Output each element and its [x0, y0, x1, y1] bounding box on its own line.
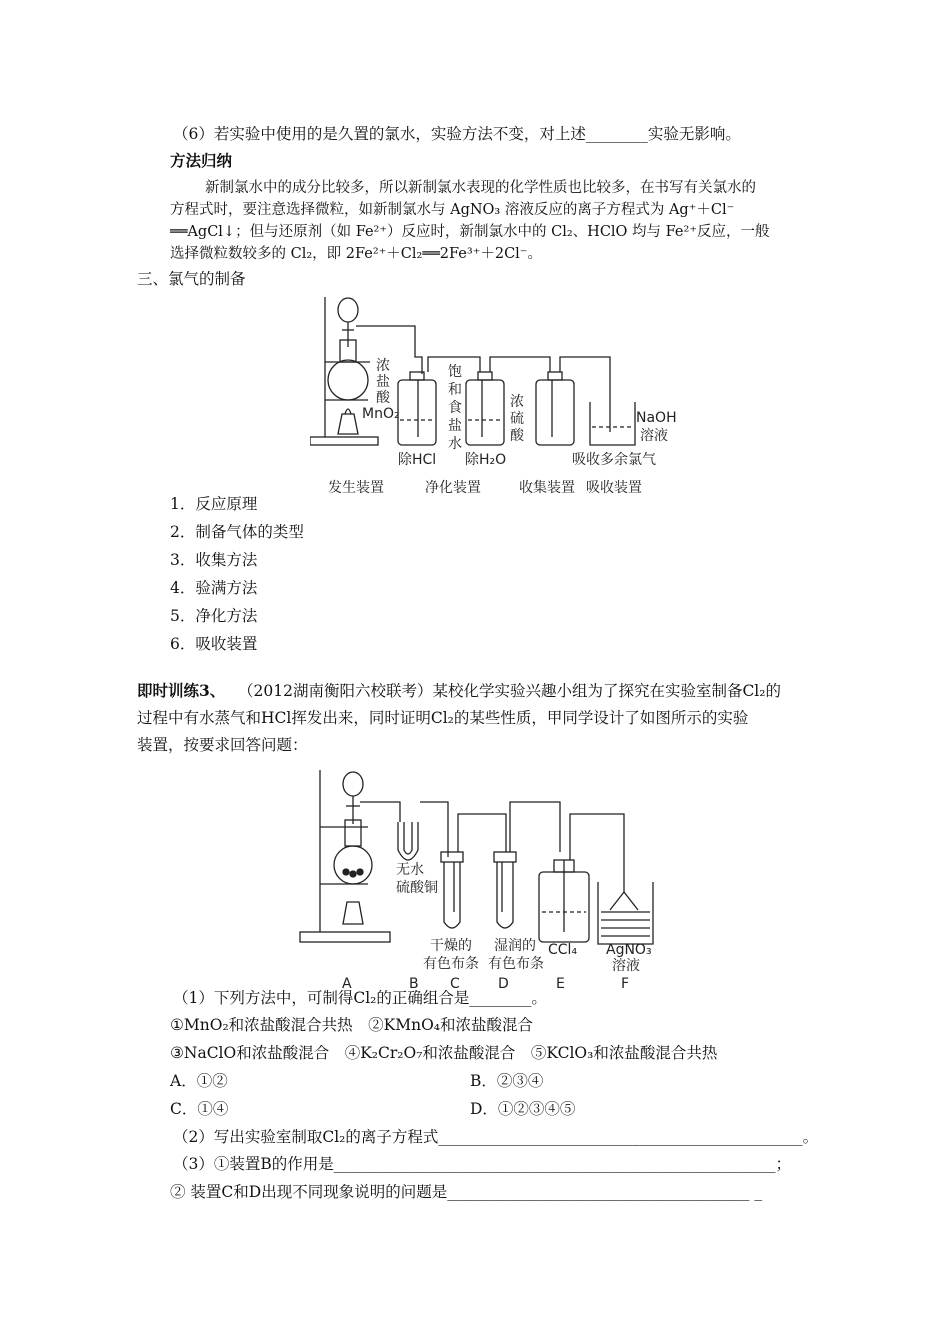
label-chuhcl: 除HCl: [398, 452, 437, 468]
label-jinghua: 净化装置: [425, 480, 481, 496]
label-nong: 浓: [376, 358, 390, 374]
list-item: 1．反应原理: [170, 495, 258, 513]
practice-label: 即时训练3、: [137, 681, 226, 700]
choice-c: C．①④: [170, 1100, 229, 1118]
method-line-3: ══AgCl↓；但与还原剂（如 Fe²⁺）反应时，新制氯水中的 Cl₂、HClO 均与 Fe²⁺反应，一般: [170, 224, 770, 240]
experiment-apparatus-figure: [298, 762, 678, 992]
chlorine-preparation-figure: [310, 292, 690, 502]
label-chuh2o: 除H₂O: [465, 452, 507, 468]
label-naoh: NaOH: [636, 410, 677, 426]
label-c: C: [450, 976, 460, 992]
label-nong2: 浓: [510, 394, 524, 410]
label-ccl4: CCl₄: [548, 942, 578, 958]
question-3-part-2: ② 装置C和D出现不同现象说明的问题是_______________________________________ _: [170, 1183, 763, 1201]
list-item: 5．净化方法: [170, 607, 258, 625]
choice-d: D．①②③④⑤: [470, 1100, 576, 1118]
label-a: A: [342, 976, 352, 992]
list-item: 2．制备气体的类型: [170, 523, 304, 541]
label-rongye: 溶液: [640, 428, 668, 444]
method-line-4: 选择微粒数较多的 Cl₂，即 2Fe²⁺＋Cl₂══2Fe³⁺＋2Cl⁻。: [170, 246, 542, 262]
practice-line-2: 过程中有水蒸气和HCl挥发出来，同时证明Cl₂的某些性质，甲同学设计了如图所示的实验: [137, 709, 749, 727]
label-fasheng: 发生装置: [328, 480, 384, 496]
label-he: 和: [448, 382, 462, 398]
list-item: 4．验满方法: [170, 579, 258, 597]
label-agno3: AgNO₃: [606, 942, 652, 958]
label-shi: 食: [448, 400, 462, 416]
list-item: 3．收集方法: [170, 551, 258, 569]
practice-line-1: （2012湖南衡阳六校联考）某校化学实验兴趣小组为了探究在实验室制备Cl₂的: [238, 682, 781, 700]
question-1: （1）下列方法中，可制得Cl₂的正确组合是________。: [173, 989, 547, 1007]
label-liu: 硫: [510, 411, 524, 427]
method-title: 方法归纳: [170, 151, 233, 170]
label-ganzao: 干燥的: [430, 938, 472, 954]
label-shouji: 收集装置: [519, 480, 575, 496]
label-yan2: 盐: [448, 418, 462, 434]
section-heading: 三、氯气的制备: [137, 270, 246, 288]
label-xishouzz: 吸收装置: [586, 480, 642, 496]
label-b: B: [409, 976, 419, 992]
label-shirun: 湿润的: [494, 938, 536, 954]
label-e: E: [556, 976, 565, 992]
method-line-1: 新制氯水中的成分比较多，所以新制氯水表现的化学性质也比较多，在书写有关氯水的: [205, 180, 756, 196]
label-d: D: [498, 976, 509, 992]
list-item: 6．吸收装置: [170, 635, 258, 653]
question-3: （3）①装置B的作用是_________________________________________________________；: [173, 1155, 792, 1173]
label-suan: 酸: [376, 390, 390, 406]
method-line-2: 方程式时，要注意选择微粒，如新制氯水与 AgNO₃ 溶液反应的离子方程式为 Ag⁺＋Cl⁻: [170, 202, 735, 218]
options-line-2: ③NaClO和浓盐酸混合 ④K₂Cr₂O₇和浓盐酸混合 ⑤KClO₃和浓盐酸混合共热: [170, 1044, 718, 1062]
label-f-rongye: 溶液: [612, 958, 640, 974]
label-f: F: [621, 976, 630, 992]
label-xishou: 吸收多余氯气: [572, 452, 656, 468]
label-bu-c: 有色布条: [423, 956, 479, 972]
label-suan2: 酸: [510, 428, 524, 444]
question-2: （2）写出实验室制取Cl₂的离子方程式_______________________________________________。: [173, 1128, 819, 1146]
label-bu-d: 有色布条: [488, 956, 544, 972]
label-mno2: MnO₂: [362, 406, 400, 422]
choice-a: A．①②: [170, 1072, 228, 1090]
question-6: （6）若实验中使用的是久置的氯水，实验方法不变，对上述________实验无影响。: [173, 125, 741, 143]
practice-line-3: 装置，按要求回答问题：: [137, 736, 308, 754]
label-shui: 水: [448, 436, 462, 452]
options-line-1: ①MnO₂和浓盐酸混合共热 ②KMnO₄和浓盐酸混合: [170, 1016, 534, 1034]
label-yan: 盐: [376, 374, 390, 390]
choice-b: B．②③④: [470, 1072, 544, 1090]
label-liusuantong: 硫酸铜: [396, 880, 438, 896]
label-wushui: 无水: [396, 862, 424, 878]
label-bao: 饱: [448, 364, 462, 380]
